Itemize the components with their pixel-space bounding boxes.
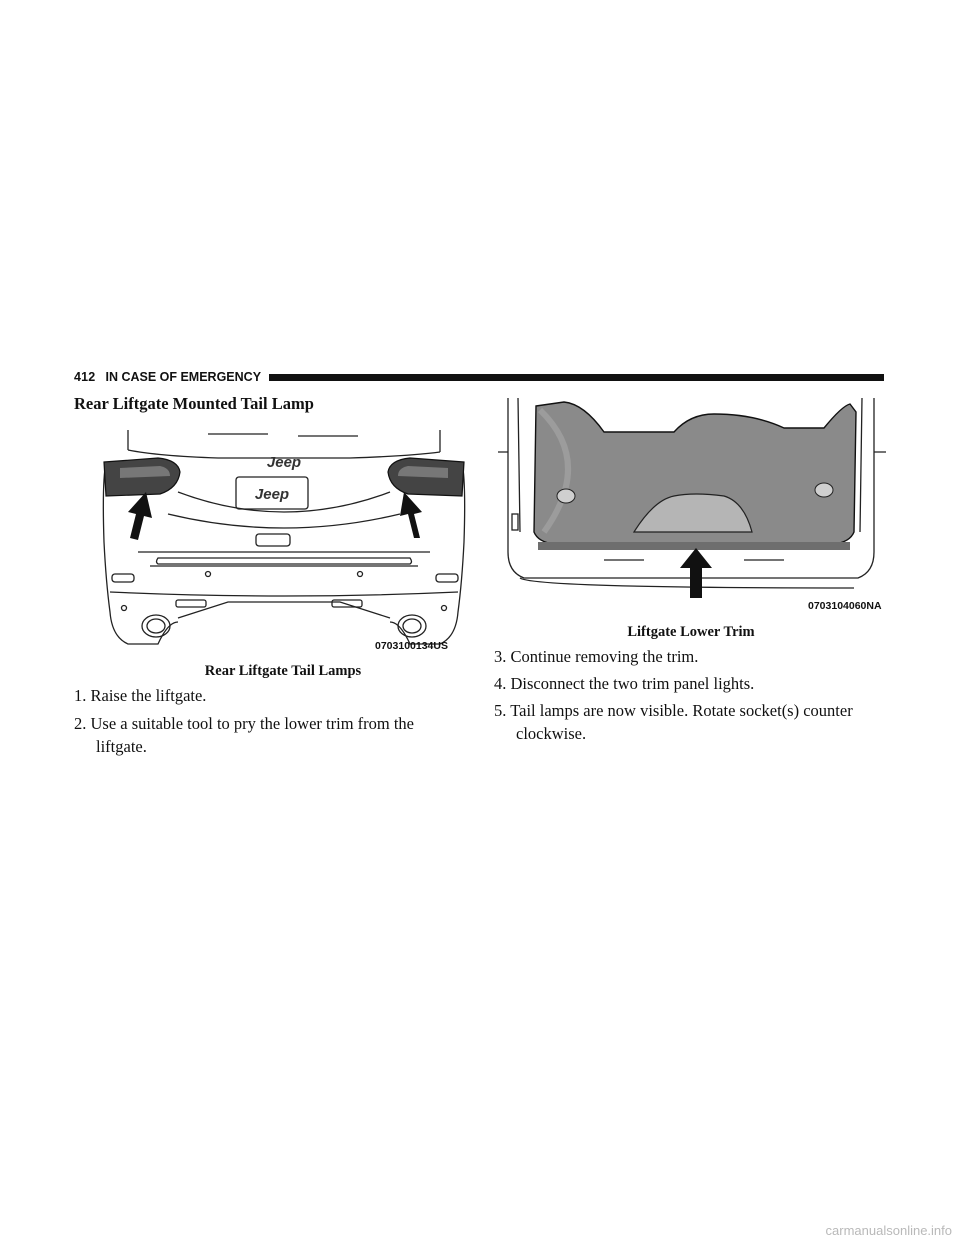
- figure1-code: 0703100134US: [375, 640, 448, 652]
- step-4-text: Disconnect the two trim panel lights.: [510, 674, 755, 693]
- step-3-text: Continue removing the trim.: [510, 647, 699, 666]
- badge-top-text: Jeep: [266, 454, 302, 471]
- step-4: [494, 672, 754, 695]
- step-1-text: Raise the liftgate.: [90, 686, 207, 705]
- step-5-text: Tail lamps are now visible. Rotate socket(s) counter: [510, 701, 853, 720]
- step-5: [494, 699, 886, 745]
- section-heading: Rear Liftgate Mounted Tail Lamp: [74, 394, 314, 413]
- rear-liftgate-figure: [98, 422, 470, 654]
- step-1-num: 1.: [74, 686, 87, 705]
- step-3: [494, 645, 698, 668]
- badge-plate-text: Jeep: [254, 486, 290, 503]
- figure1-caption: Rear Liftgate Tail Lamps: [204, 663, 362, 679]
- section-title: IN CASE OF EMERGENCY: [105, 370, 262, 384]
- step-1: [74, 684, 206, 707]
- left-arrow: [128, 492, 152, 540]
- figure2-code: 0703104060NA: [808, 600, 882, 612]
- step-4-num: 4.: [494, 674, 507, 693]
- step-2-num: 2.: [74, 714, 87, 733]
- watermark: carmanualsonline.info: [825, 1223, 952, 1238]
- up-arrow: [680, 548, 712, 598]
- step-2-text: Use a suitable tool to pry the lower trim from the: [90, 714, 415, 733]
- page-header: [74, 368, 884, 386]
- step-2: [74, 712, 466, 758]
- step-2-cont: liftgate.: [96, 737, 147, 756]
- step-5-num: 5.: [494, 701, 507, 720]
- step-3-num: 3.: [494, 647, 507, 666]
- liftgate-trim-figure: [494, 392, 888, 610]
- page-number: 412: [74, 370, 96, 384]
- header-rule: [269, 374, 884, 381]
- figure2-caption: Liftgate Lower Trim: [627, 624, 755, 640]
- right-arrow: [400, 492, 422, 538]
- step-5-cont: clockwise.: [516, 724, 587, 743]
